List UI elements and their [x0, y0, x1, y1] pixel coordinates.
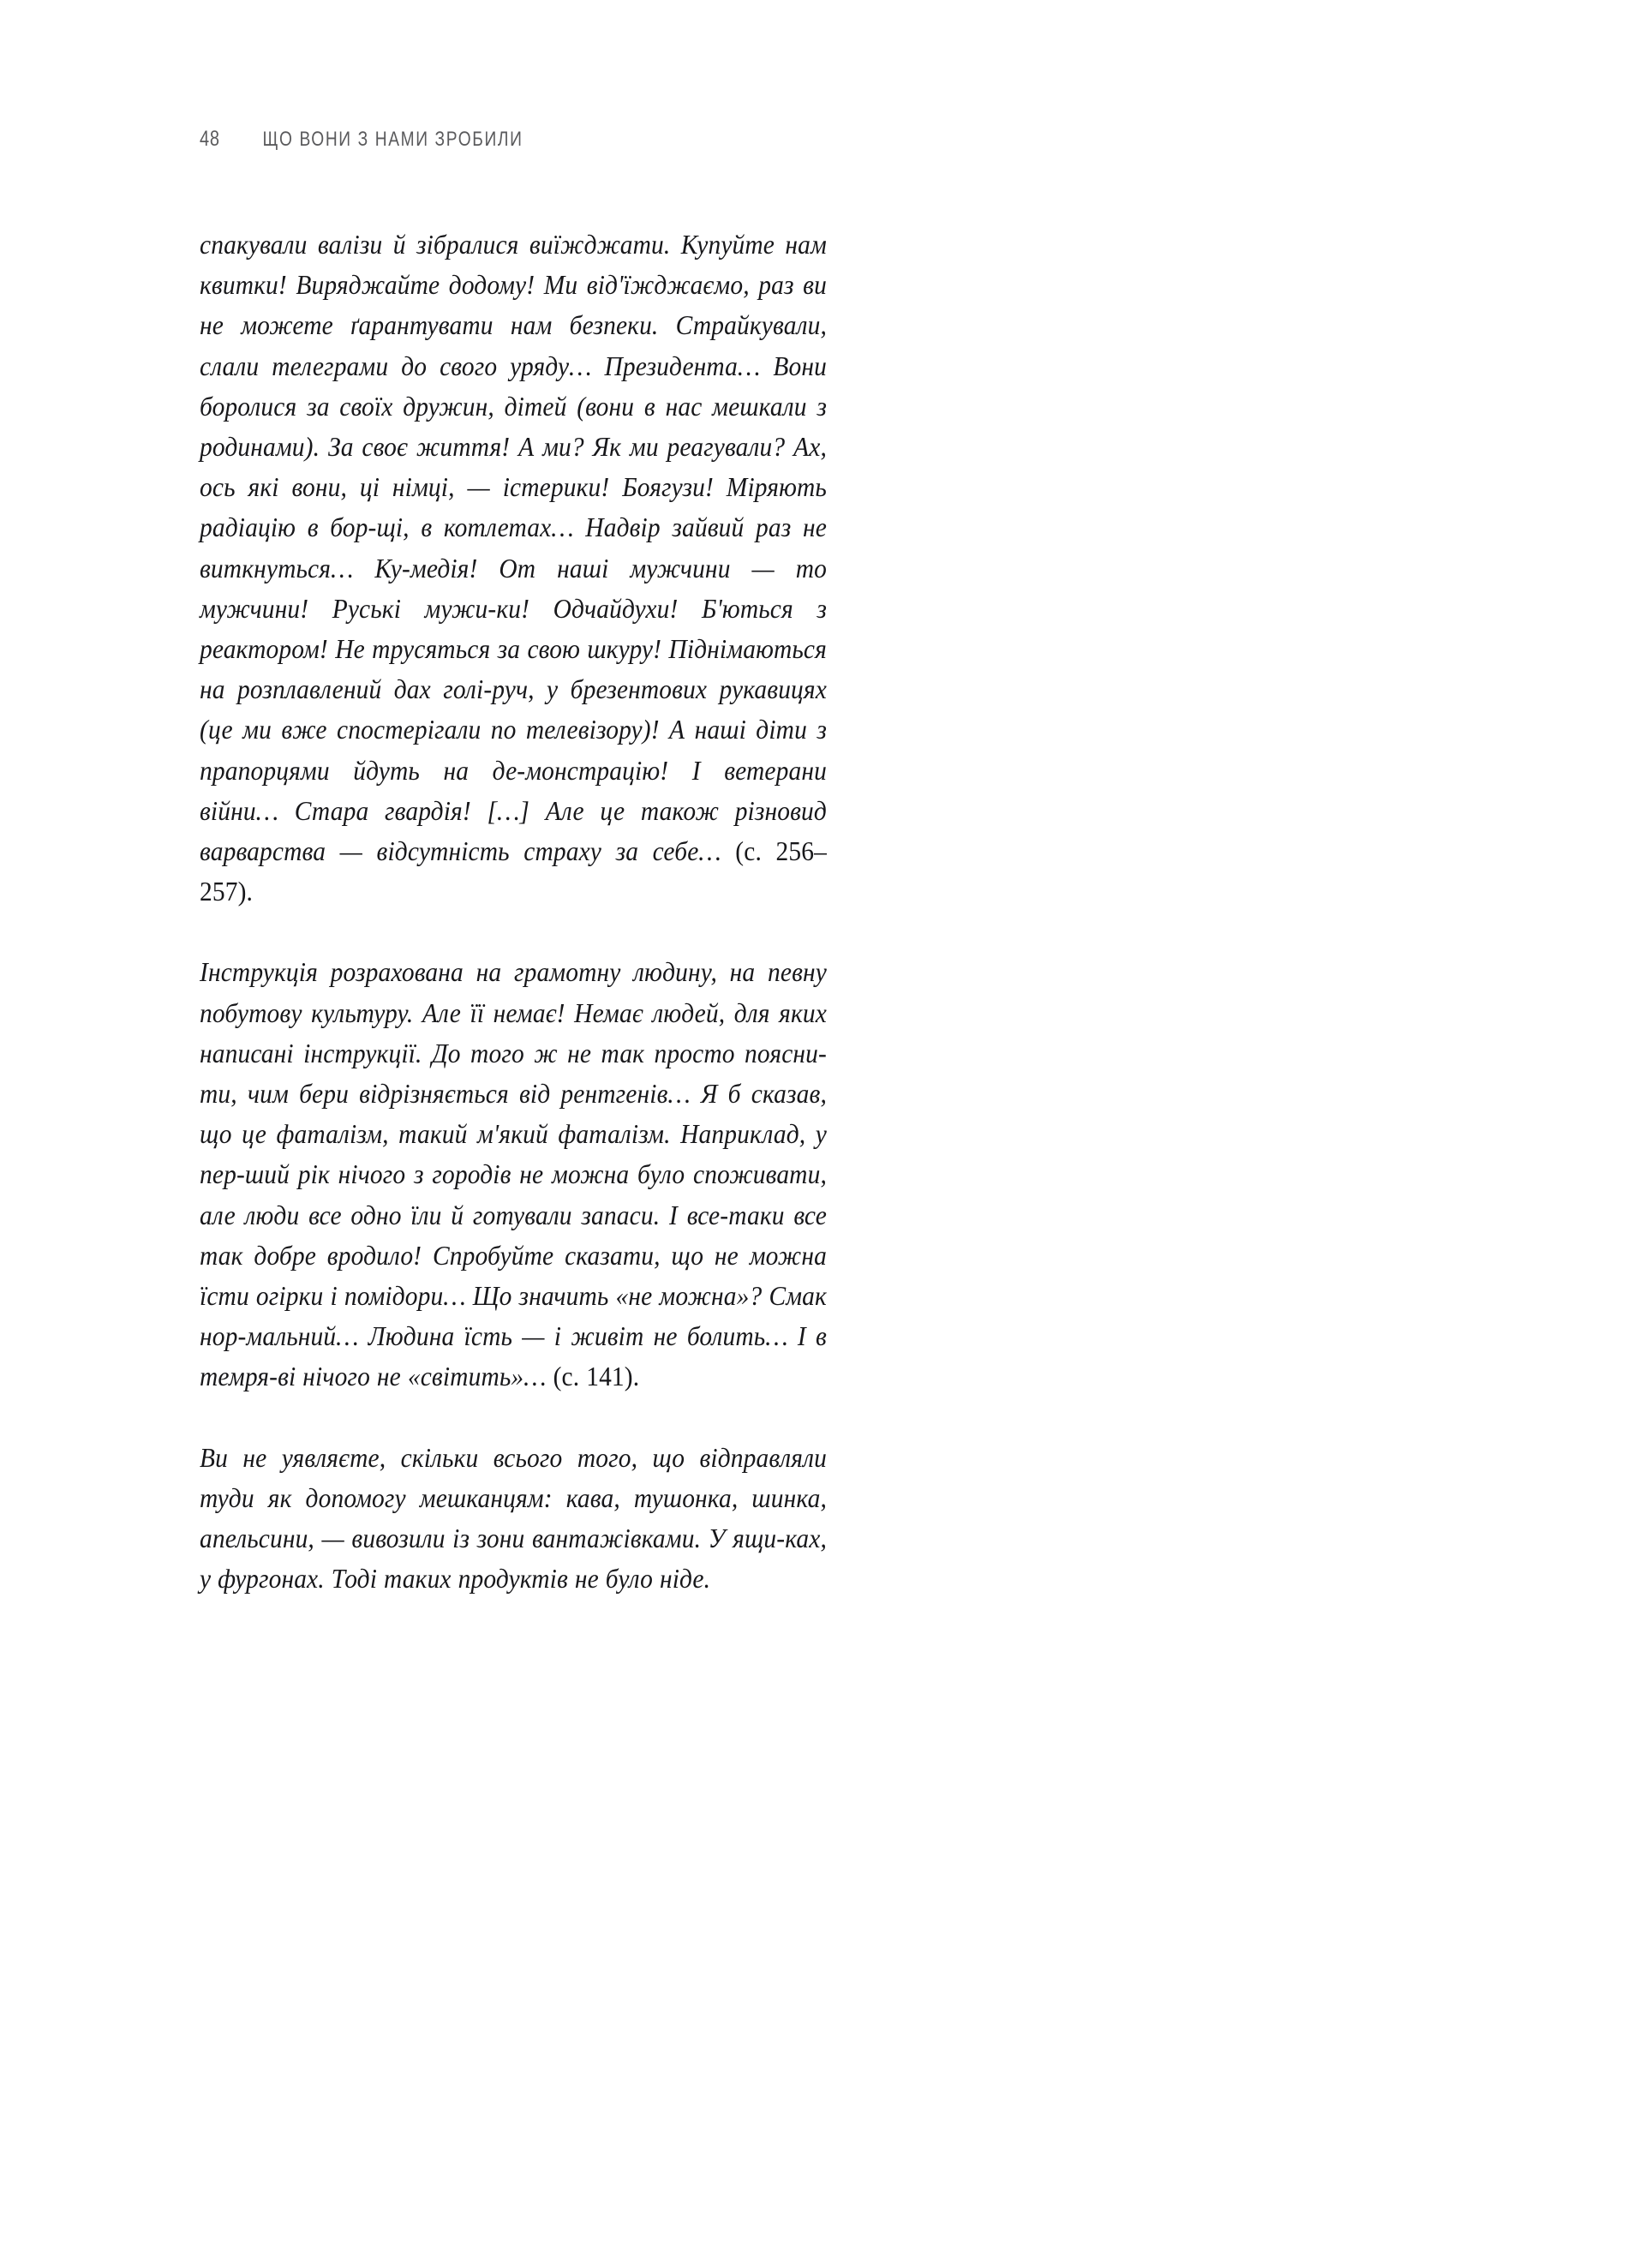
page-number: 48: [200, 127, 220, 151]
paragraph-1-text: спакували валізи й зібралися виїжджати. Купуйте нам квитки! Виряджайте додому! Ми від'їжджаємо, раз ви не можете ґарантувати нам безпеки. Страйкували, слали телеграми до свого уряду… Президента… Вони боролися за своїх дружин, дітей (вони в нас мешкали з родинами). За своє життя! А ми? Як ми реагували? Ах, ось які вони, ці німці, — істерики! Боягузи! Міряють радіацію в бор-щі, в котлетах… Надвір зайвий раз не виткнуться… Ку-медія! От наші мужчини — то мужчини! Руські мужи-ки! Одчайдухи! Б'ються з реактором! Не трусяться за свою шкуру! Піднімаються на розплавлений дах голі-руч, у брезентових рукавицях (це ми вже спостерігали по телевізору)! А наші діти з прапорцями йдуть на де-монстрацію! І ветерани війни… Стара гвардія! […] Але це також різновид варварства — відсутність страху за себе…: [200, 230, 827, 867]
paragraph-2-text: Інструкція розрахована на грамотну людину, на певну побутову культуру. Але її немає! Немає людей, для яких написані інструкції. До того ж не так просто поясни-ти, чим бери відрізняється від рентгенів… Я б сказав, що це фаталізм, такий м'який фаталізм. Наприклад, у пер-ший рік нічого з городів не можна було споживати, але люди все одно їли й готували запаси. І все-таки все так добре вродило! Спробуйте сказати, що не можна їсти огірки і помідори… Що значить «не можна»? Смак нор-мальний… Людина їсть — і живіт не болить… І в темря-ві нічого не «світить»…: [200, 957, 827, 1392]
paragraph-1: [200, 224, 827, 912]
body-text-block: [200, 224, 827, 1600]
paragraph-2-citation: (с. 141).: [553, 1361, 640, 1392]
paragraph-3-text: Ви не уявляєте, скільки всього того, що відправляли туди як допомогу мешканцям: кава, тушонка, шинка, апельсини, — вивозили із зони вантажівками. У ящи-ках, у фургонах. Тоді таких продуктів не було ніде.: [200, 1442, 827, 1595]
paragraph-1-citation: (с. 256–257).: [200, 836, 827, 907]
running-title: ЩО ВОНИ З НАМИ ЗРОБИЛИ: [262, 128, 523, 151]
running-header: [200, 127, 523, 152]
paragraph-3: [200, 1438, 827, 1600]
paragraph-2: [200, 952, 827, 1397]
